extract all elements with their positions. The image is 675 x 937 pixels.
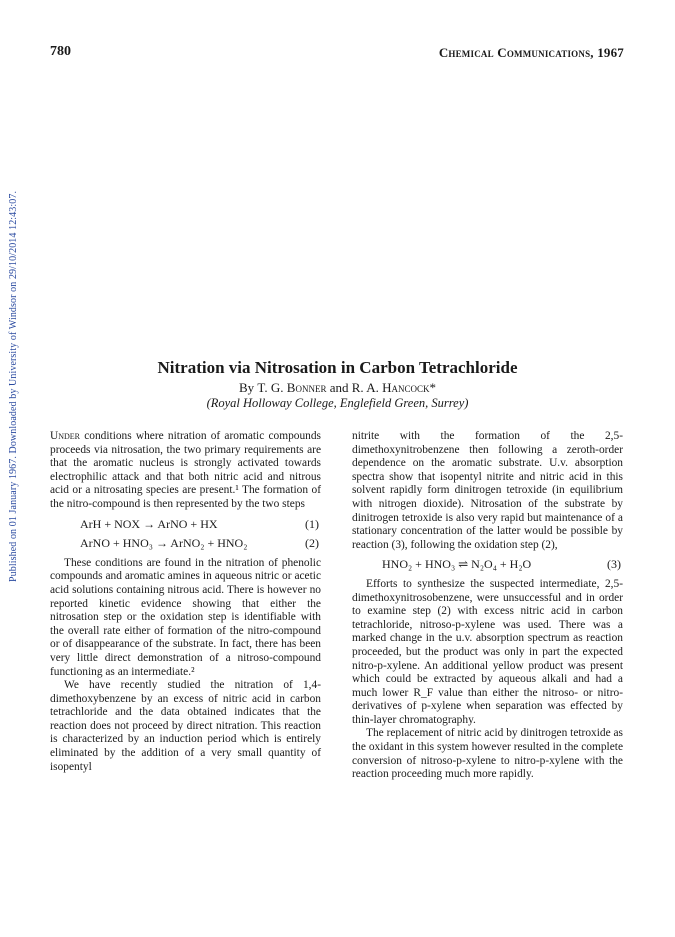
author-1: T. G. Bonner xyxy=(257,380,327,395)
lead-word: Under xyxy=(50,430,81,442)
equation-3-number: (3) xyxy=(607,557,621,572)
left-paragraph-1 xyxy=(50,430,321,512)
left-paragraph-2: These conditions are found in the nitration of phenolic compounds and aromatic amines in aqueous nitric or acetic acid solutions containing nitrous acid. There is however no reported kinetic evidence showing that either the nitrosation step or the oxidation step is identifiable with the overall rate either of formation of the nitro-compound or of disappearance of the substrate. In fact, there has been very little direct demonstration of a nitroso-compound functioning as an intermediate.² xyxy=(50,556,321,678)
article-authors xyxy=(0,380,675,396)
download-watermark: Published on 01 January 1967. Downloaded by University of Windsor on 29/10/2014 12:43:07. xyxy=(8,190,19,582)
equation-2 xyxy=(50,537,321,551)
right-column xyxy=(352,430,623,782)
left-column xyxy=(50,430,321,774)
journal-name: Chemical Communications xyxy=(438,45,591,60)
right-paragraph-2: Efforts to synthesize the suspected intermediate, 2,5-dimethoxynitrosobenzene, were unsuccessful and in order to examine step (2) with excess nitric acid in carbon tetrachloride, nitroso-p-xylene was used. There was a marked change in the u.v. absorption spectrum as reaction proceeded, but the product was only in part the expected nitro-p-xylene. An additional yellow product was present which could be extracted by aqueous alkali and had a much lower R_F value than either the nitroso- or nitro-derivatives of p-xylene when separation was effected by thin-layer chromatography. xyxy=(352,577,623,726)
left-paragraph-3: We have recently studied the nitration of 1,4-dimethoxybenzene by an excess of nitric acid in carbon tetrachloride and the data obtained indicates that the reaction does not proceed by direct nitration. This reaction is characterized by an induction period which is entirely eliminated by the addition of a very small quantity of isopentyl xyxy=(50,679,321,773)
equation-1 xyxy=(50,518,321,532)
authors-by: By xyxy=(239,380,258,395)
authors-and: and xyxy=(326,380,352,395)
article-affiliation: (Royal Holloway College, Englefield Green, Surrey) xyxy=(206,396,469,410)
right-paragraph-1: nitrite with the formation of the 2,5-dimethoxynitrobenzene then following a zeroth-order dependence on the aromatic substrate. U.v. absorption spectra show that isopentyl nitrite and nitric acid in this solvent rapidly form dinitrogen tetroxide (in equilibrium with nitrogen dioxide). Nitrosation of the substrate by dinitrogen tetroxide is also very rapid but maintenance of a stationary concentration of the latter would be possible by reaction (3), following the oxidation step (2), xyxy=(352,430,623,551)
left-paragraph-1-text: conditions where nitration of aromatic compounds proceeds via nitrosation, the two primary requirements are that the aromatic nucleus is strongly activated towards electrophilic attack and that both nitric acid and nitrous acid or a nitrosating species are present.¹ The formation of the nitro-compound is then represented by the two steps xyxy=(50,430,321,510)
journal-separator: , xyxy=(590,45,598,60)
article-title: Nitration via Nitrosation in Carbon Tetrachloride xyxy=(157,358,518,377)
right-paragraph-3: The replacement of nitric acid by dinitrogen tetroxide as the oxidant in this system however resulted in the complete conversion of nitroso-p-xylene to nitro-p-xylene with the reaction proceeding much more rapidly. xyxy=(352,727,623,781)
equation-3 xyxy=(352,558,623,572)
journal-header xyxy=(439,45,624,61)
equation-2-number: (2) xyxy=(305,536,319,551)
author-2: R. A. Hancock* xyxy=(351,380,436,395)
page-number: 780 xyxy=(50,44,71,59)
journal-year: 1967 xyxy=(597,45,624,60)
equation-2-body: ArNO + HNO₃ → ArNO₂ + HNO₂ xyxy=(80,536,248,551)
equation-1-body: ArH + NOX → ArNO + HX xyxy=(80,516,218,531)
equation-1-number: (1) xyxy=(305,516,319,531)
equation-3-body: HNO₂ + HNO₃ ⇌ N₂O₄ + H₂O xyxy=(382,557,532,572)
